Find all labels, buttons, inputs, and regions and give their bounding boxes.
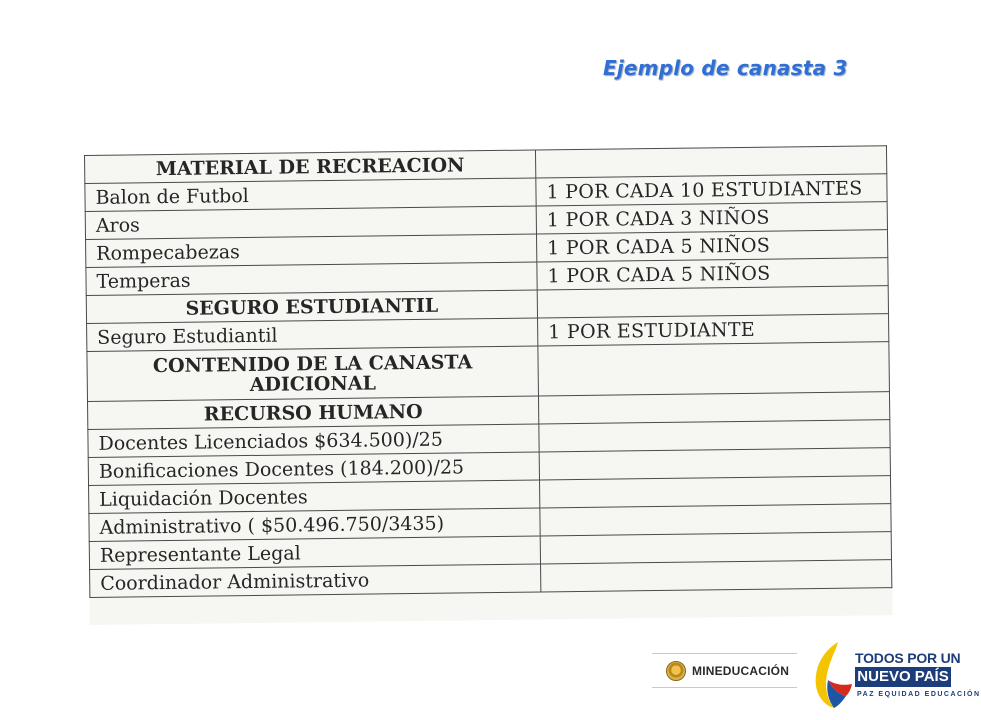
- row-label: Balon de Futbol: [85, 178, 536, 212]
- canasta-table: [84, 145, 892, 598]
- row-label: Aros: [85, 206, 536, 240]
- row-value: [540, 476, 891, 508]
- row-label: Coordinador Administrativo: [90, 564, 541, 598]
- row-value: [540, 532, 891, 564]
- slogan-line3: PAZ EQUIDAD EDUCACIÓN: [857, 691, 981, 698]
- row-label: Rompecabezas: [86, 234, 537, 268]
- coat-of-arms-icon: [666, 661, 686, 681]
- slogan-line2: NUEVO PAÍS: [855, 667, 951, 687]
- row-value: [540, 504, 891, 536]
- row-value: 1 POR CADA 5 NIÑOS: [537, 258, 888, 290]
- colombia-flag-icon: [808, 640, 856, 710]
- row-value: [535, 146, 886, 178]
- section-header: [87, 346, 539, 402]
- row-label: Bonificaciones Docentes (184.200)/25: [88, 452, 539, 486]
- row-value: 1 POR ESTUDIANTE: [538, 314, 889, 346]
- row-label: Liquidación Docentes: [89, 480, 540, 514]
- row-label: Temperas: [86, 262, 537, 296]
- row-label: Seguro Estudiantil: [87, 318, 538, 352]
- section-header: MATERIAL DE RECREACION: [85, 150, 536, 184]
- row-value: 1 POR CADA 10 ESTUDIANTES: [536, 174, 887, 206]
- row-value: [538, 342, 890, 396]
- section-header: RECURSO HUMANO: [88, 396, 539, 430]
- mineducacion-label: MINEDUCACIÓN: [692, 663, 790, 678]
- row-value: 1 POR CADA 3 NIÑOS: [536, 202, 887, 234]
- row-label: Representante Legal: [89, 536, 540, 570]
- row-value: [537, 286, 888, 318]
- section-header-line2: ADICIONAL: [249, 371, 377, 396]
- row-value: 1 POR CADA 5 NIÑOS: [536, 230, 887, 262]
- section-header: SEGURO ESTUDIANTIL: [86, 290, 537, 324]
- slide-title: Ejemplo de canasta 3: [603, 56, 848, 80]
- row-value: [539, 448, 890, 480]
- todos-por-un-nuevo-pais-logo: [808, 640, 981, 710]
- slogan-line1: TODOS POR UN: [855, 650, 961, 666]
- row-label: Docentes Licenciados $634.500)/25: [88, 424, 539, 458]
- row-value: [538, 392, 889, 424]
- row-label: Administrativo ( $50.496.750/3435): [89, 508, 540, 542]
- row-value: [539, 420, 890, 452]
- section-header-line1: CONTENIDO DE LA CANASTA: [152, 350, 473, 377]
- mineducacion-logo: [652, 653, 797, 688]
- row-value: [541, 560, 892, 592]
- scanned-table: [84, 145, 893, 625]
